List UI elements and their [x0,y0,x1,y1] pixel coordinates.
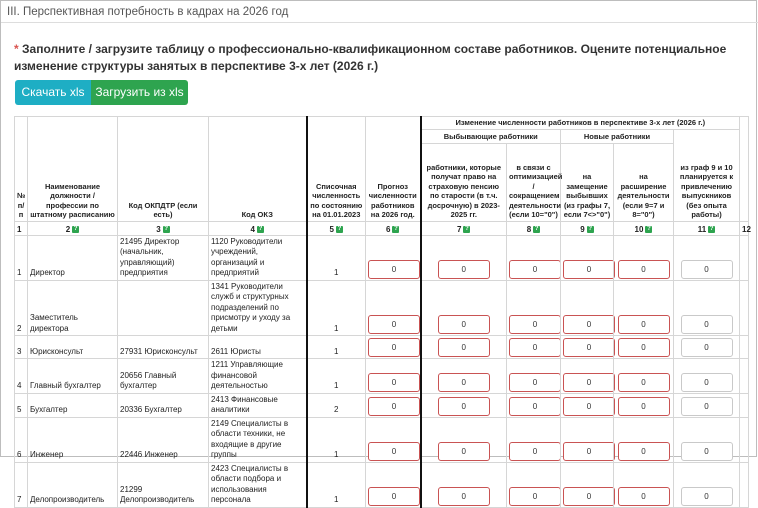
okz-code: 2423 Специалисты в области подбора и использования персонала [209,462,307,507]
table-row [15,280,749,336]
instruction-body: Заполните / загрузите таблицу о профессионально-квалификационном составе работников. Оцените потенциальное изменение структуры занятых в перспективе 3-х лет (2026 г.) [14,42,727,73]
input-cell-9 [561,359,614,394]
help-badge-icon[interactable]: ? [337,225,342,232]
header-col6: Прогноз численности работников на 2026 год. [366,117,421,222]
okz-code: 2149 Специалисты в области техники, не входящие в другие группы [209,417,307,462]
upload-xls-button[interactable]: Загрузить из xls [91,80,188,105]
headcount: 1 [307,462,366,507]
help-badge-icon[interactable]: ? [588,225,593,232]
column-number-row [15,221,749,235]
value-input-col7[interactable]: 0 [438,442,490,461]
col12-cell [740,336,749,359]
input-cell-7 [421,417,507,462]
value-input-col8[interactable]: 0 [509,487,561,506]
value-input-col11[interactable]: 0 [681,442,733,461]
header-col7: работники, которые получат право на страховую пенсию по старости (в т.ч. досрочную) в 2023-2025 гг. [421,143,507,221]
help-badge-icon[interactable]: ? [465,225,469,232]
okpdtr-code [118,280,209,336]
value-input-col11[interactable]: 0 [681,487,733,506]
position-name: Инженер [28,417,118,462]
input-cell-9 [561,393,614,417]
colnum-6: 6 ? [366,221,421,235]
section-title: III. Перспективная потребность в кадрах на 2026 год [7,6,289,18]
value-input-col10[interactable]: 0 [618,338,670,357]
value-input-col9[interactable]: 0 [563,487,615,506]
colnum-10: 10 ? [614,221,674,235]
input-cell-6 [366,280,421,336]
position-name: Заместитель директора [28,280,118,336]
input-cell-11 [674,393,740,417]
value-input-col8[interactable]: 0 [509,260,561,279]
input-cell-6 [366,359,421,394]
position-name: Главный бухгалтер [28,359,118,394]
header-group-new: Новые работники [561,129,674,143]
headcount: 1 [307,235,366,280]
okz-code: 2611 Юристы [209,336,307,359]
colnum-11: 11 ? [674,221,740,235]
value-input-col6[interactable]: 0 [368,487,420,506]
help-badge-icon[interactable]: ? [73,225,78,232]
colnum-7: 7 ? [421,221,507,235]
value-input-col9[interactable]: 0 [563,260,615,279]
headcount: 1 [307,417,366,462]
okpdtr-code: 27931 Юрисконсульт [118,336,209,359]
header-col1: № п/п [15,117,28,222]
okz-code: 1120 Руководители учреждений, организаций и предприятий [209,235,307,280]
input-cell-11 [674,280,740,336]
input-cell-6 [366,235,421,280]
input-cell-7 [421,393,507,417]
input-cell-9 [561,235,614,280]
input-cell-8 [507,393,561,417]
input-cell-9 [561,336,614,359]
value-input-col11[interactable]: 0 [681,373,733,392]
okpdtr-code: 21495 Директор (начальник, управляющий) предприятия [118,235,209,280]
value-input-col10[interactable]: 0 [618,397,670,416]
colnum-1: 1 [15,221,28,235]
col12-cell [740,462,749,507]
input-cell-7 [421,359,507,394]
headcount: 1 [307,280,366,336]
value-input-col8[interactable]: 0 [509,338,561,357]
input-cell-10 [614,462,674,507]
table-row [15,336,749,359]
headcount: 1 [307,359,366,394]
value-input-col6[interactable]: 0 [368,338,420,357]
col12-cell [740,359,749,394]
download-xls-button[interactable]: Скачать xls [15,80,91,105]
table-row [15,235,749,280]
col12-cell [740,280,749,336]
input-cell-11 [674,417,740,462]
input-cell-7 [421,280,507,336]
row-number: 4 [15,359,28,394]
colnum-12: 12 [740,221,749,235]
headcount: 1 [307,336,366,359]
help-badge-icon[interactable]: ? [394,225,398,232]
table-row [15,417,749,462]
colnum-3: 3 ? [118,221,209,235]
okpdtr-code: 21299 Делопроизводитель [118,462,209,507]
header-col9: на замещение выбывших (из графы 7, если 7<>"0") [561,143,614,221]
okz-code: 1211 Управляющие финансовой деятельностью [209,359,307,394]
okz-code: 1341 Руководители служб и структурных подразделений по присмотру и уходу за детьми [209,280,307,336]
value-input-col6[interactable]: 0 [368,260,420,279]
input-cell-8 [507,417,561,462]
input-cell-8 [507,235,561,280]
header-col4: Код ОКЗ [209,117,307,222]
value-input-col9[interactable]: 0 [563,338,615,357]
staff-table [14,116,749,508]
help-badge-icon[interactable]: ? [258,225,263,232]
header-col11: из граф 9 и 10 планируется к привлечению выпускников (без опыта работы) [674,129,740,221]
input-cell-10 [614,336,674,359]
input-cell-10 [614,235,674,280]
table-row [15,393,749,417]
colnum-9: 9 ? [561,221,614,235]
value-input-col7[interactable]: 0 [438,373,490,392]
row-number: 6 [15,417,28,462]
value-input-col7[interactable]: 0 [438,260,490,279]
okpdtr-code: 20336 Бухгалтер [118,393,209,417]
input-cell-6 [366,417,421,462]
input-cell-11 [674,336,740,359]
okpdtr-code: 22446 Инженер [118,417,209,462]
col12-cell [740,393,749,417]
value-input-col11[interactable]: 0 [681,397,733,416]
value-input-col9[interactable]: 0 [563,442,615,461]
header-group-change: Изменение численности работников в перспективе 3-х лет (2026 г.) [421,117,740,130]
row-number: 7 [15,462,28,507]
input-cell-8 [507,280,561,336]
input-cell-8 [507,336,561,359]
help-badge-icon[interactable]: ? [534,225,539,232]
header-col2: Наименование должности / профессии по штатному расписанию [28,117,118,222]
value-input-col7[interactable]: 0 [438,338,490,357]
input-cell-6 [366,462,421,507]
value-input-col6[interactable]: 0 [368,315,420,334]
input-cell-9 [561,417,614,462]
input-cell-7 [421,235,507,280]
position-name: Юрисконсульт [28,336,118,359]
value-input-col11[interactable]: 0 [681,338,733,357]
headcount: 2 [307,393,366,417]
value-input-col11[interactable]: 0 [681,260,733,279]
value-input-col7[interactable]: 0 [438,397,490,416]
value-input-col6[interactable]: 0 [368,397,420,416]
input-cell-11 [674,359,740,394]
header-col3: Код ОКПДТР (если есть) [118,117,209,222]
value-input-col9[interactable]: 0 [563,373,615,392]
header-col5: Списочная численность по состоянию на 01.01.2023 [307,117,366,222]
input-cell-6 [366,393,421,417]
value-input-col10[interactable]: 0 [618,260,670,279]
position-name: Делопроизводитель [28,462,118,507]
value-input-col10[interactable]: 0 [618,487,670,506]
required-star: * [14,42,19,56]
colnum-4: 4 ? [209,221,307,235]
input-cell-7 [421,462,507,507]
title-divider [1,22,758,23]
value-input-col10[interactable]: 0 [618,442,670,461]
input-cell-9 [561,462,614,507]
position-name: Бухгалтер [28,393,118,417]
colnum-5: 5 ? [307,221,366,235]
input-cell-11 [674,235,740,280]
colnum-8: 8 ? [507,221,561,235]
value-input-col6[interactable]: 0 [368,373,420,392]
value-input-col10[interactable]: 0 [618,373,670,392]
value-input-col9[interactable]: 0 [563,397,615,416]
value-input-col9[interactable]: 0 [563,315,615,334]
value-input-col7[interactable]: 0 [438,315,490,334]
help-badge-icon[interactable]: ? [164,225,169,232]
input-cell-10 [614,359,674,394]
position-name: Директор [28,235,118,280]
value-input-col7[interactable]: 0 [438,487,490,506]
okz-code: 2413 Финансовые аналитики [209,393,307,417]
help-badge-icon[interactable]: ? [709,225,714,232]
okpdtr-code: 20656 Главный бухгалтер [118,359,209,394]
value-input-col8[interactable]: 0 [509,442,561,461]
value-input-col8[interactable]: 0 [509,373,561,392]
header-col8: в связи с оптимизацией / сокращением деятельности (если 10="0") [507,143,561,221]
header-group-leaving: Выбывающие работники [421,129,561,143]
value-input-col11[interactable]: 0 [681,315,733,334]
row-number: 1 [15,235,28,280]
table-row [15,359,749,394]
input-cell-9 [561,280,614,336]
input-cell-8 [507,462,561,507]
input-cell-10 [614,393,674,417]
col12-cell [740,417,749,462]
row-number: 5 [15,393,28,417]
value-input-col8[interactable]: 0 [509,315,561,334]
colnum-2: 2 ? [28,221,118,235]
input-cell-10 [614,417,674,462]
col12-cell [740,235,749,280]
instruction-text [14,41,749,75]
input-cell-8 [507,359,561,394]
row-number: 3 [15,336,28,359]
input-cell-6 [366,336,421,359]
header-col10: на расширение деятельности (если 9=7 и 8="0") [614,143,674,221]
help-badge-icon[interactable]: ? [647,225,651,232]
value-input-col8[interactable]: 0 [509,397,561,416]
input-cell-10 [614,280,674,336]
input-cell-7 [421,336,507,359]
table-row [15,462,749,507]
input-cell-11 [674,462,740,507]
value-input-col10[interactable]: 0 [618,315,670,334]
row-number: 2 [15,280,28,336]
value-input-col6[interactable]: 0 [368,442,420,461]
